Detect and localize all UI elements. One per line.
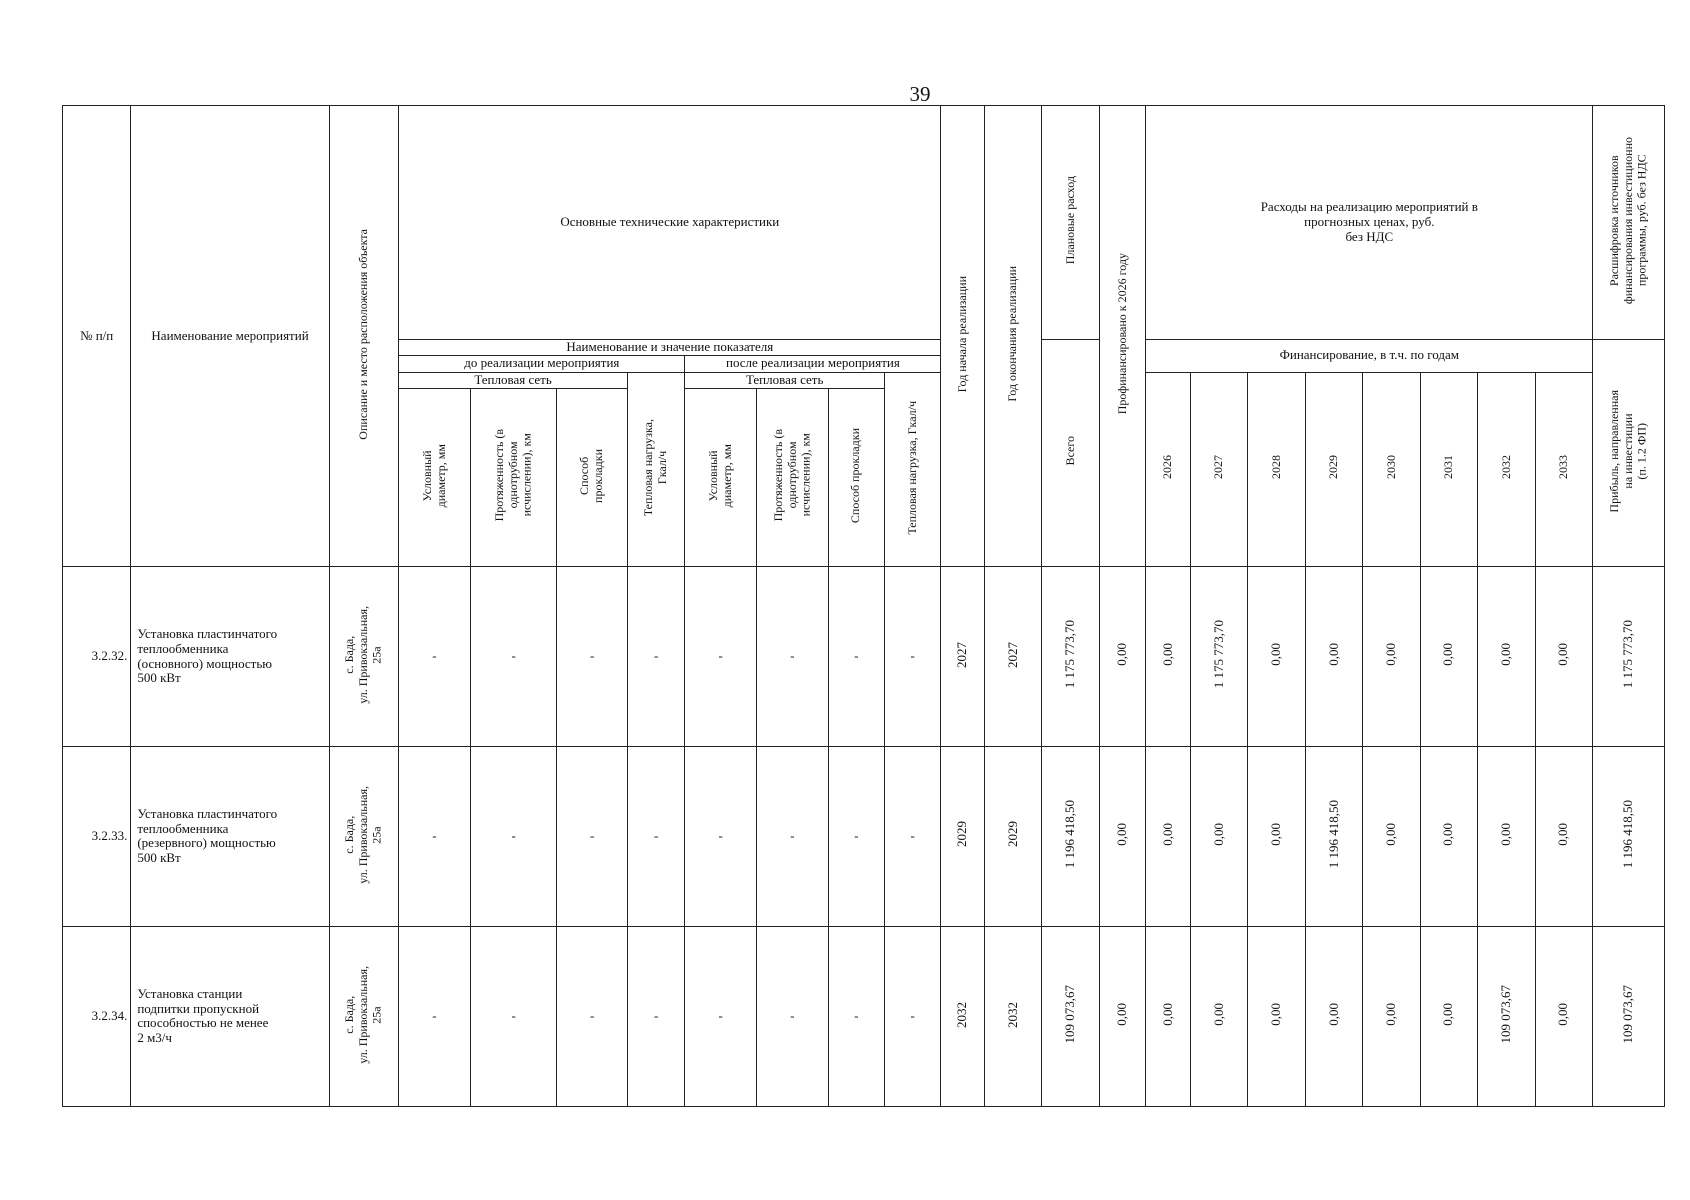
table-row (63, 567, 1665, 747)
row-year-amount: 0,00 (1146, 746, 1190, 926)
row-tech-value: - (884, 926, 940, 1106)
row-year-start: 2027 (941, 567, 984, 747)
row-tech-value: - (470, 926, 557, 1106)
row-prefinanced: 0,00 (1099, 746, 1146, 926)
row-tech-value: - (399, 926, 471, 1106)
row-year-start: 2029 (941, 746, 984, 926)
header-expenses: Расходы на реализацию мероприятий в прогнозных ценах, руб. без НДС (1146, 106, 1593, 340)
row-year-amount: 0,00 (1190, 746, 1247, 926)
row-tech-value: - (757, 567, 829, 747)
row-tech-value: - (399, 567, 471, 747)
row-tech-value: - (470, 746, 557, 926)
row-total: 1 175 773,70 (1042, 567, 1099, 747)
row-year-amount: 0,00 (1535, 746, 1593, 926)
header-year-2031: 2031 (1420, 372, 1477, 566)
row-location: с. Бада, ул. Привокзальная, 25а (329, 746, 398, 926)
header-prefinanced: Профинансировано к 2026 году (1099, 106, 1146, 567)
row-tech-value: - (884, 567, 940, 747)
header-heat-net-before: Тепловая сеть (399, 372, 628, 388)
row-profit: 109 073,67 (1593, 926, 1665, 1106)
row-year-amount: 0,00 (1190, 926, 1247, 1106)
row-tech-value: - (557, 926, 627, 1106)
row-tech-value: - (685, 567, 757, 747)
row-year-amount: 0,00 (1420, 926, 1477, 1106)
row-tech-value: - (627, 746, 684, 926)
row-year-amount: 0,00 (1363, 746, 1420, 926)
row-total: 109 073,67 (1042, 926, 1099, 1106)
header-year-2033: 2033 (1535, 372, 1593, 566)
row-tech-value: - (828, 926, 884, 1106)
header-diameter-after: Условный диаметр, мм (685, 389, 757, 567)
table-row (63, 926, 1665, 1106)
row-year-amount: 0,00 (1363, 567, 1420, 747)
row-year-amount: 0,00 (1146, 567, 1190, 747)
row-id: 3.2.34. (63, 926, 131, 1106)
row-prefinanced: 0,00 (1099, 926, 1146, 1106)
header-sources: Расшифровка источников финансирования инвестиционно программы, руб. без НДС (1593, 106, 1665, 340)
row-year-start: 2032 (941, 926, 984, 1106)
row-tech-value: - (627, 926, 684, 1106)
header-profit: Прибыль, направленная на инвестиции (п. 1.2 ФП) (1593, 339, 1665, 566)
row-profit: 1 175 773,70 (1593, 567, 1665, 747)
header-location: Описание и место расположения объекта (329, 106, 398, 567)
row-year-amount: 1 196 418,50 (1305, 746, 1362, 926)
row-tech-value: - (557, 746, 627, 926)
row-year-amount: 0,00 (1248, 926, 1305, 1106)
row-tech-value: - (627, 567, 684, 747)
row-year-end: 2029 (984, 746, 1041, 926)
row-year-end: 2032 (984, 926, 1041, 1106)
row-name: Установка пластинчатого теплообменника (основного) мощностью 500 кВт (131, 567, 329, 747)
header-year-2027: 2027 (1190, 372, 1247, 566)
header-planned: Плановые расход (1042, 106, 1099, 340)
header-financing: Финансирование, в т.ч. по годам (1146, 339, 1593, 372)
header-before: до реализации мероприятия (399, 356, 685, 372)
table-row (63, 746, 1665, 926)
row-id: 3.2.32. (63, 567, 131, 747)
row-tech-value: - (685, 926, 757, 1106)
row-location: с. Бада, ул. Привокзальная, 25а (329, 926, 398, 1106)
row-tech-value: - (399, 746, 471, 926)
row-year-amount: 0,00 (1420, 746, 1477, 926)
header-after: после реализации мероприятия (685, 356, 941, 372)
header-year-end: Год окончания реализации (984, 106, 1041, 567)
header-method-before: Способ прокладки (557, 389, 627, 567)
header-method-after: Способ прокладки (828, 389, 884, 567)
row-year-amount: 0,00 (1305, 567, 1362, 747)
row-tech-value: - (828, 746, 884, 926)
row-year-amount: 109 073,67 (1478, 926, 1535, 1106)
row-year-amount: 0,00 (1146, 926, 1190, 1106)
investment-program-table (62, 105, 1665, 1107)
header-indicator: Наименование и значение показателя (399, 339, 941, 355)
row-tech-value: - (884, 746, 940, 926)
header-diameter-before: Условный диаметр, мм (399, 389, 471, 567)
row-year-amount: 0,00 (1363, 926, 1420, 1106)
header-load-before: Тепловая нагрузка, Гкал/ч (627, 372, 684, 566)
row-year-amount: 0,00 (1478, 746, 1535, 926)
header-name: Наименование мероприятий (131, 106, 329, 567)
row-tech-value: - (757, 926, 829, 1106)
row-tech-value: - (757, 746, 829, 926)
page-number: 39 (909, 82, 931, 106)
row-year-amount: 0,00 (1478, 567, 1535, 747)
header-heat-net-after: Тепловая сеть (685, 372, 885, 388)
row-year-amount: 0,00 (1305, 926, 1362, 1106)
header-length-after: Протяженность (в однотрубном исчислении), км (757, 389, 829, 567)
row-total: 1 196 418,50 (1042, 746, 1099, 926)
header-total: Всего (1042, 339, 1099, 566)
row-year-amount: 0,00 (1535, 926, 1593, 1106)
row-year-amount: 0,00 (1535, 567, 1593, 747)
row-name: Установка станции подпитки пропускной способностью не менее 2 м3/ч (131, 926, 329, 1106)
row-year-amount: 0,00 (1248, 746, 1305, 926)
header-year-2030: 2030 (1363, 372, 1420, 566)
row-tech-value: - (685, 746, 757, 926)
header-load-after: Тепловая нагрузка, Гкал/ч (884, 372, 940, 566)
row-year-end: 2027 (984, 567, 1041, 747)
header-year-2028: 2028 (1248, 372, 1305, 566)
row-name: Установка пластинчатого теплообменника (резервного) мощностью 500 кВт (131, 746, 329, 926)
row-prefinanced: 0,00 (1099, 567, 1146, 747)
header-num: № п/п (63, 106, 131, 567)
row-year-amount: 0,00 (1248, 567, 1305, 747)
header-year-2032: 2032 (1478, 372, 1535, 566)
header-year-2026: 2026 (1146, 372, 1190, 566)
header-year-2029: 2029 (1305, 372, 1362, 566)
row-id: 3.2.33. (63, 746, 131, 926)
row-location: с. Бада, ул. Привокзальная, 25а (329, 567, 398, 747)
header-length-before: Протяженность (в однотрубном исчислении), км (470, 389, 557, 567)
row-year-amount: 1 175 773,70 (1190, 567, 1247, 747)
row-profit: 1 196 418,50 (1593, 746, 1665, 926)
row-year-amount: 0,00 (1420, 567, 1477, 747)
row-tech-value: - (828, 567, 884, 747)
row-tech-value: - (470, 567, 557, 747)
header-tech: Основные технические характеристики (399, 106, 941, 340)
header-year-start: Год начала реализации (941, 106, 984, 567)
row-tech-value: - (557, 567, 627, 747)
